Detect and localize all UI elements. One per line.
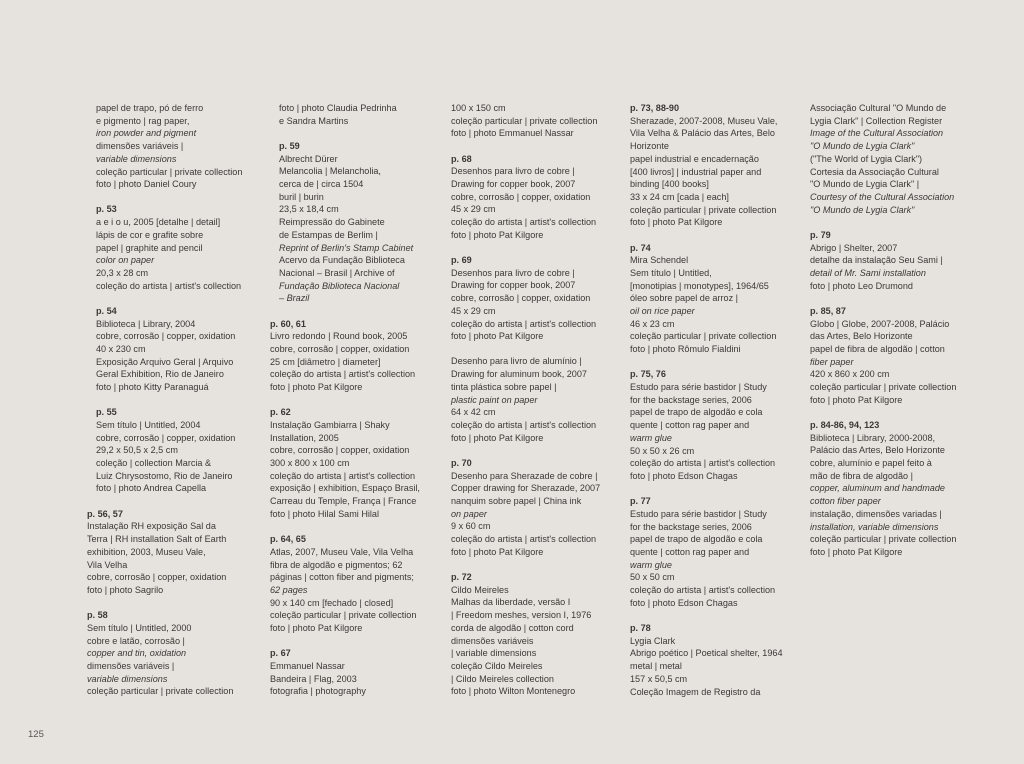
entry-page-ref: p. 70	[451, 457, 472, 468]
entry-page-ref: p. 62	[270, 407, 291, 418]
entry-line: exhibition, 2003, Museu Vale,	[87, 546, 206, 557]
entry-line: Atlas, 2007, Museu Vale, Vila Velha	[270, 546, 414, 557]
entry-page-ref: p. 68	[451, 153, 472, 164]
text-column-3	[451, 102, 626, 698]
entry-line: 45 x 29 cm	[451, 305, 496, 316]
entry-line: Desenho para livro de alumínio |	[451, 356, 582, 367]
entry-line: Exposição Arquivo Geral | Arquivo	[96, 356, 234, 367]
entry-line: foto | photo Claudia Pedrinha	[279, 103, 397, 113]
entry-line: papel de trapo, pó de ferro	[96, 103, 204, 113]
entry-line: 40 x 230 cm	[96, 343, 146, 354]
entry-line: coleção do artista | artist's collection	[451, 217, 597, 228]
entry-line: Desenhos para livro de cobre |	[451, 166, 575, 177]
entry-line: foto | photo Edson Chagas	[630, 470, 738, 481]
entry-line: cobre, corrosão | copper, oxidation	[96, 432, 236, 443]
entry-line: 25 cm [diâmetro | diameter]	[270, 356, 381, 367]
entry-line: Biblioteca | Library, 2000-2008,	[810, 432, 936, 443]
entry-line: Cortesia da Associação Cultural	[810, 166, 939, 177]
entry-line: 90 x 140 cm [fechado | closed]	[270, 597, 394, 608]
entry-line: 62 pages	[270, 584, 308, 595]
entry-page-ref: p. 55	[96, 407, 117, 418]
entry-line: exposição | exhibition, Espaço Brasil,	[270, 483, 420, 494]
entry-line: variable dimensions	[87, 673, 168, 684]
entry-line: Associação Cultural "O Mundo de	[810, 103, 947, 113]
entry-line: foto | photo Pat Kilgore	[810, 547, 903, 557]
entry-line: Melancolia | Melancholia,	[279, 166, 381, 177]
entry-page-ref: p. 73, 88-90	[630, 103, 680, 113]
entry-line: Abrigo | Shelter, 2007	[810, 242, 898, 253]
entry-line: foto | photo Pat Kilgore	[630, 217, 723, 228]
entry-line: Reprint of Berlin's Stamp Cabinet	[279, 242, 414, 253]
entry-line: foto | photo Pat Kilgore	[451, 229, 544, 240]
entry-page-ref: p. 53	[96, 204, 117, 215]
entry-line: for the backstage series, 2006	[630, 394, 752, 405]
entry-line: coleção do artista | artist's collection	[630, 458, 776, 469]
entry-page-ref: p. 78	[630, 623, 651, 634]
entry-page-ref: p. 56, 57	[87, 508, 123, 519]
entry-line: Luiz Chrysostomo, Rio de Janeiro	[96, 470, 233, 481]
entry-page-ref: p. 58	[87, 610, 108, 621]
entry-line: Drawing for aluminum book, 2007	[451, 369, 587, 380]
entry-line: a e i o u, 2005 [detalhe | detail]	[96, 217, 221, 228]
entry-line: Carreau du Temple, França | France	[270, 496, 417, 507]
entry-line: cerca de | circa 1504	[279, 179, 364, 190]
entry-line: 157 x 50,5 cm	[630, 673, 688, 684]
entry-line: foto | photo Rômulo Fialdini	[630, 344, 741, 355]
entry-line: coleção particular | private collection	[630, 331, 777, 342]
entry-line: Instalação RH exposição Sal da	[87, 521, 216, 532]
entry-page-ref: p. 72	[451, 572, 472, 582]
entry-line: [400 livros] | industrial paper and	[630, 166, 762, 177]
entry-line: Instalação Gambiarra | Shaky	[270, 419, 390, 430]
entry-line: 45 x 29 cm	[451, 204, 496, 215]
entry-line: e pigmento | rag paper,	[96, 115, 190, 126]
entry-line: color on paper	[96, 255, 155, 266]
entry-line: páginas | cotton fiber and pigments;	[270, 572, 414, 583]
entry-line: 100 x 150 cm	[451, 103, 506, 113]
entry-line: 50 x 50 x 26 cm	[630, 445, 695, 456]
entry-line: Drawing for copper book, 2007	[451, 179, 576, 190]
entry-line: coleção do artista | artist's collection	[451, 419, 597, 430]
entry-line: 50 x 50 cm	[630, 572, 675, 583]
entry-line: 23,5 x 18,4 cm	[279, 204, 339, 215]
text-column-5	[810, 102, 985, 559]
entry-line: papel de fibra de algodão | cotton	[810, 343, 945, 354]
entry-line: dimensões variáveis	[451, 635, 534, 646]
entry-line: fiber paper	[810, 356, 854, 367]
entry-line: foto | photo Pat Kilgore	[270, 382, 363, 393]
entry-line: Emmanuel Nassar	[270, 660, 345, 671]
entry-line: Terra | RH installation Salt of Earth	[87, 534, 227, 545]
entry-line: óleo sobre papel de arroz |	[630, 293, 739, 304]
entry-line: Copper drawing for Sherazade, 2007	[451, 483, 601, 494]
entry-page-ref: p. 59	[279, 140, 300, 151]
entry-line: cobre, corrosão | copper, oxidation	[451, 191, 591, 202]
entry-line: variable dimensions	[96, 153, 177, 164]
entry-line: 46 x 23 cm	[630, 318, 675, 329]
entry-line: iron powder and pigment	[96, 128, 197, 139]
entry-line: Lygia Clark" | Collection Register	[810, 115, 943, 126]
entry-line: cobre, corrosão | copper, oxidation	[87, 572, 227, 583]
entry-line: dimensões variáveis |	[87, 660, 175, 671]
entry-line: coleção particular | private collection	[810, 534, 957, 545]
entry-line: coleção particular | private collection	[96, 166, 243, 177]
entry-page-ref: p. 69	[451, 255, 472, 266]
entry-line: Sherazade, 2007-2008, Museu Vale,	[630, 115, 778, 126]
entry-line: das Artes, Belo Horizonte	[810, 331, 913, 342]
entry-line: Reimpressão do Gabinete	[279, 217, 385, 228]
entry-line: Desenho para Sherazade de cobre |	[451, 470, 598, 481]
entry-line: Estudo para série bastidor | Study	[630, 508, 767, 519]
entry-line: foto | photo Wilton Montenegro	[451, 686, 576, 697]
entry-line: papel industrial e encadernação	[630, 153, 759, 164]
entry-line: installation, variable dimensions	[810, 521, 939, 532]
entry-line: papel | graphite and pencil	[96, 242, 203, 253]
entry-line: foto | photo Pat Kilgore	[451, 432, 544, 443]
entry-line: tinta plástica sobre papel |	[451, 381, 557, 392]
entry-line: Mira Schendel	[630, 255, 689, 266]
entry-line: 33 x 24 cm [cada | each]	[630, 191, 729, 202]
entry-line: 64 x 42 cm	[451, 407, 496, 418]
entry-page-ref: p. 60, 61	[270, 318, 306, 329]
entry-line: e Sandra Martins	[279, 115, 349, 126]
entry-line: 29,2 x 50,5 x 2,5 cm	[96, 445, 178, 456]
entry-line: ("The World of Lygia Clark")	[810, 153, 923, 164]
entry-line: | variable dimensions	[451, 648, 537, 659]
entry-line: Malhas da liberdade, versão I	[451, 597, 571, 608]
entry-line: "O Mundo de Lygia Clark"	[810, 204, 915, 215]
entry-line: Sem título | Untitled, 2004	[96, 419, 201, 430]
entry-line: foto | photo Pat Kilgore	[270, 623, 363, 634]
entry-line: plastic paint on paper	[451, 394, 538, 405]
entry-line: quente | cotton rag paper and	[630, 420, 750, 431]
entry-line: coleção do artista | artist's collection	[270, 369, 416, 380]
entry-line: coleção Cildo Meireles	[451, 660, 543, 671]
entry-line: Vila Velha & Palácio das Artes, Belo	[630, 128, 775, 139]
entry-line: copper, aluminum and handmade	[810, 483, 945, 494]
entry-line: | Freedom meshes, version I, 1976	[451, 610, 592, 621]
entry-line: papel de trapo de algodão e cola	[630, 407, 763, 418]
entry-line: coleção particular | private collection	[810, 382, 957, 393]
entry-line: cobre, corrosão | copper, oxidation	[270, 343, 410, 354]
entry-line: Installation, 2005	[270, 432, 339, 443]
entry-line: fibra de algodão e pigmentos; 62	[270, 559, 403, 570]
entry-line: foto | photo Pat Kilgore	[451, 331, 544, 342]
entry-line: coleção particular | private collection	[630, 204, 777, 215]
entry-line: cobre, corrosão | copper, oxidation	[270, 445, 410, 456]
entry-page-ref: p. 75, 76	[630, 369, 666, 380]
entry-line: Acervo da Fundação Biblioteca	[279, 255, 405, 266]
entry-line: mão de fibra de algodão |	[810, 470, 913, 481]
entry-line: foto | photo Kitty Paranaguá	[96, 382, 209, 393]
entry-line: cobre, alumínio e papel feito à	[810, 458, 932, 469]
entry-line: cobre, corrosão | copper, oxidation	[451, 293, 591, 304]
entry-page-ref: p. 77	[630, 496, 651, 507]
entry-line: de Estampas de Berlim |	[279, 229, 378, 240]
entry-line: 300 x 800 x 100 cm	[270, 458, 350, 469]
entry-line: for the backstage series, 2006	[630, 521, 752, 532]
entry-line: warm glue	[630, 559, 672, 570]
entry-line: fotografia | photography	[270, 686, 366, 697]
entry-line: foto | photo Andrea Capella	[96, 483, 207, 494]
entry-line: coleção | collection Marcia &	[96, 458, 212, 469]
entry-line: 9 x 60 cm	[451, 521, 491, 532]
entry-line: foto | photo Sagrilo	[87, 584, 164, 595]
entry-line: cotton fiber paper	[810, 496, 881, 507]
entry-line: 20,3 x 28 cm	[96, 267, 149, 278]
entry-line: on paper	[451, 508, 487, 519]
entry-line: Drawing for copper book, 2007	[451, 280, 576, 291]
entry-line: foto | photo Pat Kilgore	[810, 394, 903, 405]
entry-page-ref: p. 85, 87	[810, 305, 846, 316]
entry-line: metal | metal	[630, 661, 682, 672]
entry-line: buril | burin	[279, 191, 324, 202]
entry-line: dimensões variáveis |	[96, 141, 184, 152]
entry-line: [monotipias | monotypes], 1964/65	[630, 280, 769, 291]
entry-line: nanquim sobre papel | China ink	[451, 495, 582, 506]
entry-line: 420 x 860 x 200 cm	[810, 369, 890, 380]
entry-line: Palácio das Artes, Belo Horizonte	[810, 445, 945, 456]
entry-line: "O Mundo de Lygia Clark" |	[810, 179, 920, 190]
entry-line: foto | photo Hilal Sami Hilal	[270, 508, 380, 519]
entry-line: foto | photo Pat Kilgore	[451, 546, 544, 557]
entry-line: coleção particular | private collection	[270, 610, 417, 621]
entry-line: Nacional – Brasil | Archive of	[279, 267, 395, 278]
entry-page-ref: p. 64, 65	[270, 534, 306, 545]
entry-line: Geral Exhibition, Rio de Janeiro	[96, 369, 224, 380]
entry-line: Desenhos para livro de cobre |	[451, 267, 575, 278]
entry-line: cobre e latão, corrosão |	[87, 635, 185, 646]
entry-line: copper and tin, oxidation	[87, 648, 187, 659]
entry-line: "O Mundo de Lygia Clark"	[810, 141, 915, 152]
entry-line: papel de trapo de algodão e cola	[630, 534, 763, 545]
entry-line: binding [400 books]	[630, 179, 709, 190]
entry-line: cobre, corrosão | copper, oxidation	[96, 331, 236, 342]
entry-line: detalhe da instalação Seu Sami |	[810, 255, 943, 266]
entry-line: Courtesy of the Cultural Association	[810, 191, 955, 202]
entry-line: Vila Velha	[87, 559, 128, 570]
entry-line: – Brazil	[279, 293, 310, 304]
entry-line: coleção particular | private collection	[451, 115, 598, 126]
entry-line: corda de algodão | cotton cord	[451, 622, 574, 633]
entry-line: Fundação Biblioteca Nacional	[279, 280, 400, 291]
entry-line: Coleção Imagem de Registro da	[630, 686, 761, 697]
text-column-2	[270, 102, 445, 698]
text-column-4	[630, 102, 805, 698]
entry-line: foto | photo Emmanuel Nassar	[451, 128, 574, 139]
entry-line: warm glue	[630, 432, 672, 443]
entry-line: foto | photo Leo Drumond	[810, 280, 913, 291]
entry-line: Biblioteca | Library, 2004	[96, 318, 196, 329]
entry-line: coleção particular | private collection	[87, 686, 234, 697]
entry-line: detail of Mr. Sami installation	[810, 267, 926, 278]
entry-line: Livro redondo | Round book, 2005	[270, 331, 408, 342]
entry-line: | Cildo Meireles collection	[451, 673, 554, 684]
entry-line: Globo | Globe, 2007-2008, Palácio	[810, 318, 950, 329]
page-number: 125	[28, 729, 44, 740]
entry-line: coleção do artista | artist's collection	[630, 585, 776, 596]
entry-page-ref: p. 54	[96, 305, 117, 316]
entry-line: Sem título | Untitled,	[630, 267, 712, 278]
entry-line: Abrigo poético | Poetical shelter, 1964	[630, 648, 783, 659]
entry-line: coleção do artista | artist's collection	[270, 470, 416, 481]
entry-line: Estudo para série bastidor | Study	[630, 382, 767, 393]
entry-line: coleção do artista | artist's collection	[96, 280, 242, 291]
entry-line: Bandeira | Flag, 2003	[270, 673, 357, 684]
entry-line: foto | photo Daniel Coury	[96, 179, 197, 190]
entry-line: Cildo Meireles	[451, 584, 509, 595]
entry-line: quente | cotton rag paper and	[630, 547, 750, 557]
entry-line: foto | photo Edson Chagas	[630, 597, 738, 608]
entry-line: lápis de cor e grafite sobre	[96, 229, 204, 240]
entry-line: Image of the Cultural Association	[810, 128, 944, 139]
entry-line: Sem título | Untitled, 2000	[87, 622, 192, 633]
entry-line: oil on rice paper	[630, 306, 695, 317]
entry-line: instalação, dimensões variadas |	[810, 508, 942, 519]
entry-line: coleção do artista | artist's collection	[451, 534, 597, 545]
entry-line: coleção do artista | artist's collection	[451, 318, 597, 329]
entry-page-ref: p. 79	[810, 229, 831, 240]
entry-line: Albrecht Dürer	[279, 153, 338, 164]
entry-page-ref: p. 67	[270, 648, 291, 659]
entry-line: Lygia Clark	[630, 635, 676, 646]
entry-line: Horizonte	[630, 141, 669, 152]
entry-page-ref: p. 74	[630, 242, 651, 253]
entry-page-ref: p. 84-86, 94, 123	[810, 419, 880, 430]
text-column-1	[87, 102, 262, 698]
